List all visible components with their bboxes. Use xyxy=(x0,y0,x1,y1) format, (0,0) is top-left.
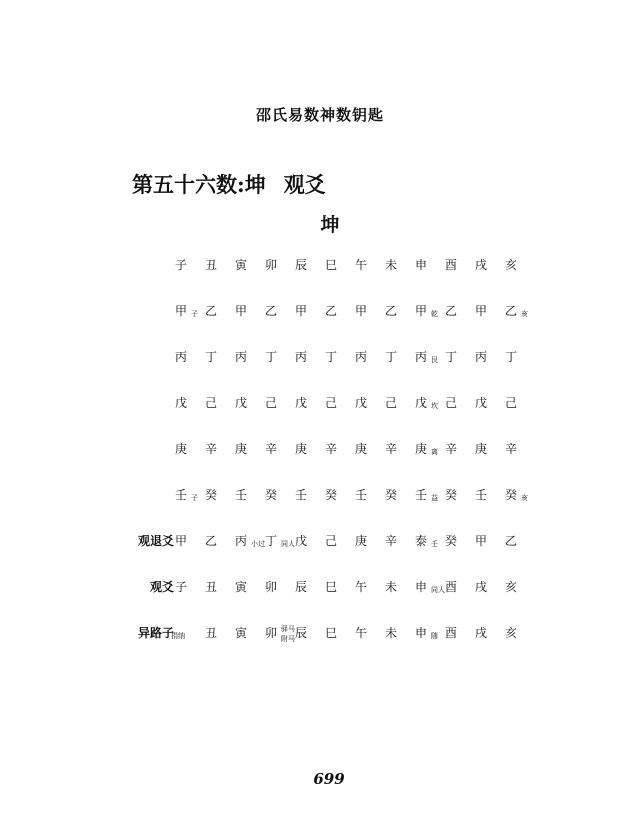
cell-value: 丁 xyxy=(324,350,337,364)
cell-annotation: 乾 xyxy=(431,310,438,318)
cell-annotation: 益 xyxy=(431,494,438,502)
table-cell xyxy=(261,253,291,277)
table-row xyxy=(0,345,640,369)
row-label: 观爻 xyxy=(149,580,174,594)
cell-value: 癸 xyxy=(384,488,397,502)
cell-value: 壬 xyxy=(354,488,367,502)
table-cell xyxy=(261,299,291,323)
table-cell xyxy=(321,299,351,323)
table-row xyxy=(0,483,640,507)
table-cell xyxy=(231,575,261,599)
cell-value: 申 xyxy=(414,626,427,640)
cell-value: 癸 xyxy=(444,488,457,502)
table-cell xyxy=(411,437,441,463)
table-cell xyxy=(261,621,295,645)
cell-annotation: 随 xyxy=(431,632,438,640)
table-cell xyxy=(441,621,471,645)
table-cell xyxy=(171,299,201,325)
cell-value: 辛 xyxy=(264,442,277,456)
cell-value: 己 xyxy=(504,396,517,410)
table-cell xyxy=(441,437,471,461)
table-cell xyxy=(441,575,471,599)
cell-value: 庚 xyxy=(294,442,307,456)
cell-value: 卯 xyxy=(264,258,277,272)
table-cell xyxy=(171,621,201,647)
cell-value: 己 xyxy=(444,396,457,410)
table-cell xyxy=(351,621,381,645)
cell-value: 庚 xyxy=(354,442,367,456)
table-cell xyxy=(351,391,381,415)
cell-annotation: 同人 xyxy=(281,540,295,548)
table-cell xyxy=(501,299,531,325)
table-cell xyxy=(291,575,321,599)
table-cell xyxy=(321,483,351,507)
table-cell xyxy=(231,621,261,645)
cell-value: 亥 xyxy=(504,626,517,640)
table-cell xyxy=(381,483,411,507)
table-cell xyxy=(381,529,411,553)
table-cell xyxy=(501,391,531,415)
table-cell xyxy=(411,391,441,417)
table-cell xyxy=(291,345,321,369)
table-cell xyxy=(471,529,501,553)
table-cell xyxy=(501,575,531,599)
table-cell xyxy=(381,391,411,415)
cell-value: 寅 xyxy=(234,626,247,640)
table-row xyxy=(0,391,640,415)
cell-value: 丙 xyxy=(234,534,247,548)
table-cell xyxy=(411,575,445,601)
heading-separator: : xyxy=(237,172,245,197)
table-cell xyxy=(381,253,411,277)
table-cell xyxy=(501,483,531,509)
table-cell xyxy=(321,345,351,369)
table-cell xyxy=(261,575,291,599)
cell-value: 庚 xyxy=(174,442,187,456)
table-cell xyxy=(321,529,351,553)
table-cell xyxy=(201,253,231,277)
table-cell xyxy=(501,253,531,277)
table-cell xyxy=(411,621,441,647)
cell-annotation: 艮 xyxy=(431,356,438,364)
row-label: 异路子 xyxy=(137,626,174,640)
cell-value: 甲 xyxy=(234,304,247,318)
table-cell xyxy=(231,483,261,507)
table-cell xyxy=(381,345,411,369)
cell-value: 丑 xyxy=(204,580,217,594)
table-row xyxy=(0,529,640,553)
cell-value: 庚 xyxy=(234,442,247,456)
table-cell xyxy=(471,345,501,369)
table-cell xyxy=(261,483,291,507)
cell-value: 午 xyxy=(354,258,367,272)
table-cell xyxy=(351,253,381,277)
table-cell xyxy=(291,621,321,645)
cell-value: 辰 xyxy=(294,258,307,272)
table-cell xyxy=(201,621,231,645)
table-cell xyxy=(351,529,381,553)
table-cell xyxy=(351,483,381,507)
cell-value: 丁 xyxy=(264,350,277,364)
cell-value: 辛 xyxy=(384,534,397,548)
cell-annotation: 离 xyxy=(431,448,438,456)
table-cell xyxy=(501,529,531,553)
table-cell xyxy=(381,437,411,461)
cell-value: 癸 xyxy=(444,534,457,548)
cell-value: 乙 xyxy=(444,304,457,318)
cell-value: 壬 xyxy=(294,488,307,502)
table-cell xyxy=(261,391,291,415)
cell-value: 丁 xyxy=(264,534,277,548)
table-row xyxy=(0,575,640,599)
table-cell xyxy=(201,299,231,323)
cell-value: 丙 xyxy=(174,350,187,364)
cell-value: 癸 xyxy=(264,488,277,502)
table-cell xyxy=(471,437,501,461)
cell-value: 酉 xyxy=(444,580,457,594)
table-cell xyxy=(471,299,501,323)
table-cell xyxy=(471,575,501,599)
table-cell xyxy=(441,253,471,277)
cell-value: 戊 xyxy=(354,396,367,410)
table-cell xyxy=(231,437,261,461)
cell-value: 甲 xyxy=(354,304,367,318)
cell-value: 丙 xyxy=(414,350,427,364)
table-cell xyxy=(261,529,295,555)
table-cell xyxy=(351,345,381,369)
cell-value: 未 xyxy=(384,258,397,272)
cell-value: 丁 xyxy=(504,350,517,364)
table-cell xyxy=(501,345,531,369)
cell-annotation: 同人 xyxy=(431,586,445,594)
cell-annotation: 子 xyxy=(191,494,198,502)
table-cell xyxy=(411,529,441,555)
table-cell xyxy=(381,621,411,645)
number-label: 第五十六数 xyxy=(132,172,237,197)
cell-value: 申 xyxy=(414,258,427,272)
table-cell xyxy=(351,575,381,599)
table-cell xyxy=(471,621,501,645)
table-cell xyxy=(411,299,441,325)
cell-value: 甲 xyxy=(474,304,487,318)
cell-value: 庚 xyxy=(474,442,487,456)
heading-gua: 坤 xyxy=(244,172,266,197)
cell-value: 癸 xyxy=(204,488,217,502)
cell-value: 甲 xyxy=(174,304,187,318)
cell-value: 丑 xyxy=(204,626,217,640)
cell-value: 巳 xyxy=(324,258,337,272)
cell-value: 戌 xyxy=(474,626,487,640)
table-cell xyxy=(321,621,351,645)
table-cell xyxy=(231,253,261,277)
cell-value: 辛 xyxy=(384,442,397,456)
cell-value: 亥 xyxy=(504,258,517,272)
cell-value: 泰 xyxy=(414,534,427,548)
table-cell xyxy=(171,529,201,553)
cell-value: 癸 xyxy=(504,488,517,502)
table-cell xyxy=(441,391,471,415)
table-cell xyxy=(381,575,411,599)
table-cell xyxy=(291,437,321,461)
table-cell xyxy=(471,483,501,507)
table-cell xyxy=(171,575,201,599)
cell-value: 辛 xyxy=(444,442,457,456)
cell-value: 戊 xyxy=(474,396,487,410)
cell-value: 己 xyxy=(324,534,337,548)
cell-value: 乙 xyxy=(504,304,517,318)
cell-value: 己 xyxy=(324,396,337,410)
table-cell xyxy=(171,483,201,509)
table-cell xyxy=(231,299,261,323)
table-cell xyxy=(471,253,501,277)
table-cell xyxy=(291,483,321,507)
table-cell xyxy=(291,391,321,415)
table-row xyxy=(0,437,640,461)
cell-annotation: 小过 xyxy=(251,540,265,548)
cell-value: 乙 xyxy=(264,304,277,318)
table-cell xyxy=(471,391,501,415)
cell-value: 丙 xyxy=(474,350,487,364)
table-cell xyxy=(261,345,291,369)
cell-value: 戌 xyxy=(474,258,487,272)
cell-value: 戊 xyxy=(234,396,247,410)
cell-value: 壬 xyxy=(234,488,247,502)
cell-value: 亥 xyxy=(504,580,517,594)
cell-value: 己 xyxy=(384,396,397,410)
cell-value: 己 xyxy=(264,396,277,410)
cell-value: 甲 xyxy=(174,534,187,548)
cell-value: 丙 xyxy=(354,350,367,364)
cell-value: 未 xyxy=(384,580,397,594)
table-cell xyxy=(501,437,531,461)
cell-annotation: 驿马 xyxy=(281,624,295,633)
cell-value: 乙 xyxy=(504,534,517,548)
cell-value: 乙 xyxy=(324,304,337,318)
table-cell xyxy=(351,437,381,461)
table-cell xyxy=(441,483,471,507)
cell-value: 丁 xyxy=(204,350,217,364)
table-cell xyxy=(411,253,441,277)
table-cell xyxy=(441,345,471,369)
cell-value: 巳 xyxy=(324,626,337,640)
table-cell xyxy=(291,253,321,277)
cell-value: 巳 xyxy=(324,580,337,594)
cell-value: 丁 xyxy=(444,350,457,364)
table-cell xyxy=(171,345,201,369)
cell-value: 申 xyxy=(414,580,427,594)
table-cell xyxy=(171,437,201,461)
book-title: 邵氏易数神数钥匙 xyxy=(255,106,384,124)
table-row xyxy=(0,253,640,277)
table-cell xyxy=(201,345,231,369)
cell-value: 甲 xyxy=(474,534,487,548)
cell-value: 酉 xyxy=(444,258,457,272)
cell-value: 子 xyxy=(174,258,187,272)
table-row xyxy=(0,621,640,645)
table-cell xyxy=(321,437,351,461)
table-cell xyxy=(321,391,351,415)
table-cell xyxy=(321,575,351,599)
cell-value: 壬 xyxy=(474,488,487,502)
table-cell xyxy=(171,253,201,277)
cell-value: 甲 xyxy=(294,304,307,318)
cell-value: 壬 xyxy=(414,488,427,502)
gua-name: 坤 xyxy=(320,214,340,236)
cell-value: 乙 xyxy=(204,534,217,548)
table-cell xyxy=(201,391,231,415)
table-cell xyxy=(291,529,321,553)
cell-value: 丙 xyxy=(294,350,307,364)
cell-value: 戌 xyxy=(474,580,487,594)
cell-annotation: 亥 xyxy=(521,310,528,318)
table-cell xyxy=(441,299,471,323)
table-cell xyxy=(231,391,261,415)
cell-value: 辛 xyxy=(324,442,337,456)
cell-value: 辰 xyxy=(294,626,307,640)
cell-value: 癸 xyxy=(324,488,337,502)
cell-value: 庚 xyxy=(354,534,367,548)
cell-annotation: 坎 xyxy=(431,402,438,410)
cell-value: 乙 xyxy=(204,304,217,318)
cell-value: 乙 xyxy=(384,304,397,318)
table-cell xyxy=(501,621,531,645)
cell-value: 午 xyxy=(354,626,367,640)
cell-value: 戊 xyxy=(294,534,307,548)
table-cell xyxy=(351,299,381,323)
cell-value: 卯 xyxy=(264,626,277,640)
table-cell xyxy=(261,437,291,461)
cell-value: 丑 xyxy=(204,258,217,272)
table-cell xyxy=(201,575,231,599)
cell-value: 丁 xyxy=(384,350,397,364)
cell-value: 戊 xyxy=(294,396,307,410)
table-cell xyxy=(441,529,471,553)
table-cell xyxy=(231,529,265,555)
cell-value: 未 xyxy=(384,626,397,640)
table-cell xyxy=(381,299,411,323)
cell-annotation: 亥 xyxy=(521,494,528,502)
cell-value: 卯 xyxy=(264,580,277,594)
table-row xyxy=(0,299,640,323)
cell-value: 寅 xyxy=(234,580,247,594)
cell-value: 丙 xyxy=(234,350,247,364)
cell-value: 壬 xyxy=(174,488,187,502)
row-label: 观退爻 xyxy=(137,534,174,548)
page-number: 699 xyxy=(313,770,345,788)
cell-value: 甲 xyxy=(414,304,427,318)
cell-value: 午 xyxy=(354,580,367,594)
cell-value: 酉 xyxy=(444,626,457,640)
heading-yao: 观爻 xyxy=(283,172,326,197)
table-cell xyxy=(411,483,441,509)
cell-value: 寅 xyxy=(234,258,247,272)
table-cell xyxy=(201,529,231,553)
table-cell xyxy=(231,345,261,369)
cell-annotation: 壬 xyxy=(431,540,438,548)
table-cell xyxy=(201,483,231,507)
cell-annotation: 子 xyxy=(191,310,198,318)
table-cell xyxy=(171,391,201,415)
table-cell xyxy=(321,253,351,277)
cell-value: 辛 xyxy=(504,442,517,456)
cell-value: 辛 xyxy=(204,442,217,456)
cell-value: 戊 xyxy=(174,396,187,410)
table-cell xyxy=(201,437,231,461)
cell-annotation: 捐纳 xyxy=(171,632,185,640)
cell-value: 子 xyxy=(174,580,187,594)
cell-value: 辰 xyxy=(294,580,307,594)
cell-value: 己 xyxy=(204,396,217,410)
table-cell xyxy=(411,345,441,371)
cell-value: 戊 xyxy=(414,396,427,410)
cell-annotation: 附马 xyxy=(281,634,295,643)
table-cell xyxy=(291,299,321,323)
cell-value: 庚 xyxy=(414,442,427,456)
